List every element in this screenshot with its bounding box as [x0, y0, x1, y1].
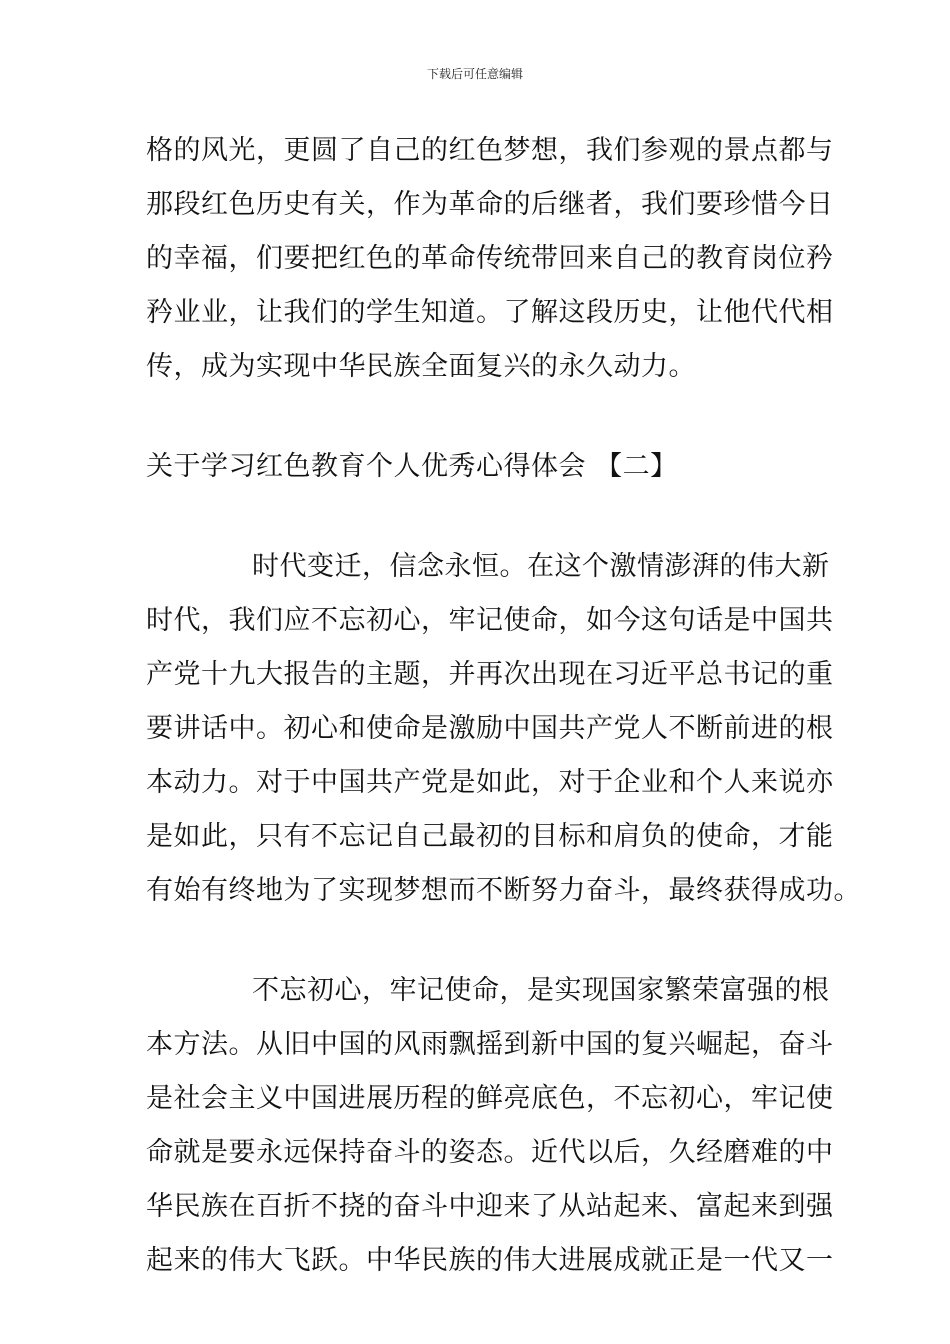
paragraph-line: 传，成为实现中华民族全面复兴的永久动力。 [146, 351, 696, 382]
paragraph-line: 时代，我们应不忘初心，牢记使命，如今这句话是中国共 [146, 605, 834, 636]
paragraph-spacer [146, 394, 808, 440]
paragraph-spacer [146, 494, 808, 540]
paragraph-spacer [146, 918, 808, 964]
paragraph-3 [146, 964, 834, 1288]
paragraph-line: 命就是要永远保持奋斗的姿态。近代以后，久经磨难的中 [146, 1137, 834, 1168]
section-heading: 关于学习红色教育个人优秀心得体会 【二】 [146, 451, 678, 482]
paragraph-line: 起来的伟大飞跃。中华民族的伟大进展成就正是一代又一 [146, 1245, 834, 1276]
paragraph-line: 是如此，只有不忘记自己最初的目标和肩负的使命，才能 [146, 821, 834, 852]
paragraph-line: 那段红色历史有关，作为革命的后继者，我们要珍惜今日 [146, 189, 834, 220]
paragraph-line: 有始有终地为了实现梦想而不断努力奋斗，最终获得成功。 [146, 875, 861, 906]
paragraph-2 [146, 540, 861, 918]
paragraph-line: 要讲话中。初心和使命是激励中国共产党人不断前进的根 [146, 713, 834, 744]
paragraph-line: 时代变迁，信念永恒。在这个激情澎湃的伟大新 [252, 551, 830, 582]
paragraph-line: 不忘初心，牢记使命，是实现国家繁荣富强的根 [252, 975, 830, 1006]
paragraph-line: 格的风光，更圆了自己的红色梦想，我们参观的景点都与 [146, 135, 834, 166]
paragraph-line: 的幸福，们要把红色的革命传统带回来自己的教育岗位矜 [146, 243, 834, 274]
paragraph-line: 矜业业，让我们的学生知道。了解这段历史，让他代代相 [146, 297, 834, 328]
paragraph-1 [146, 124, 834, 394]
paragraph-line: 本动力。对于中国共产党是如此，对于企业和个人来说亦 [146, 767, 834, 798]
document-body [146, 124, 861, 1288]
paragraph-line: 本方法。从旧中国的风雨飘摇到新中国的复兴崛起，奋斗 [146, 1029, 834, 1060]
page-header: 下载后可任意编辑 [426, 67, 523, 81]
paragraph-line: 华民族在百折不挠的奋斗中迎来了从站起来、富起来到强 [146, 1191, 834, 1222]
paragraph-line: 产党十九大报告的主题，并再次出现在习近平总书记的重 [146, 659, 834, 690]
paragraph-line: 是社会主义中国进展历程的鲜亮底色，不忘初心，牢记使 [146, 1083, 834, 1114]
